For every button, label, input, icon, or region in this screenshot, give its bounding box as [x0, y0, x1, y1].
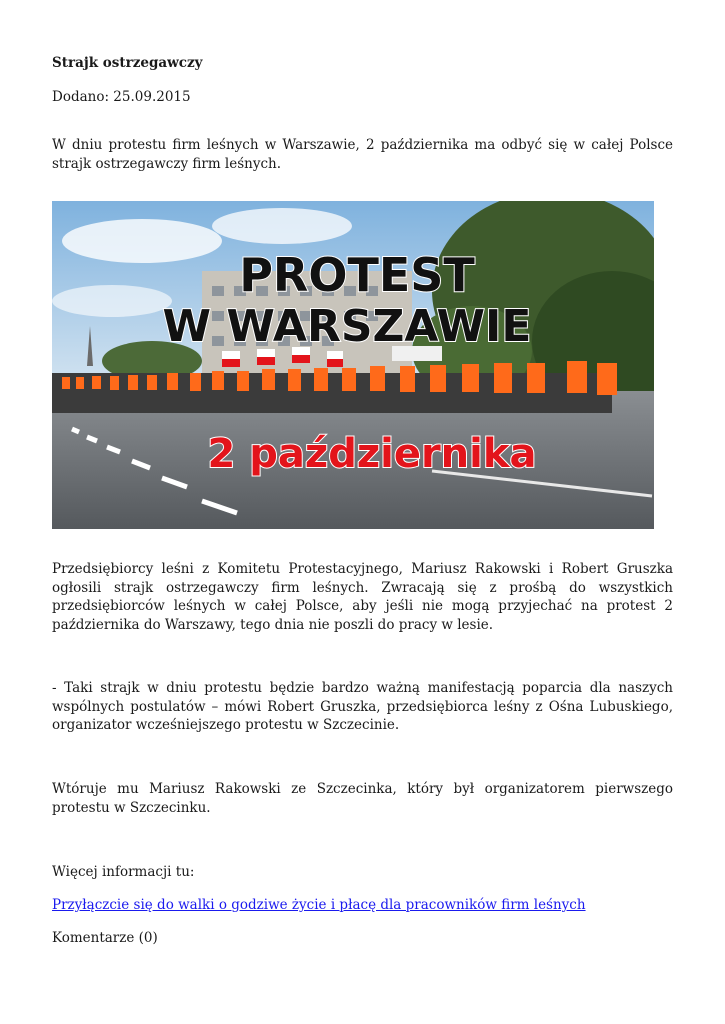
protest-photo	[52, 201, 654, 529]
article-date: Dodano: 25.09.2015	[52, 89, 191, 105]
comments-count[interactable]: Komentarze (0)	[52, 930, 158, 946]
article-intro: W dniu protestu firm leśnych w Warszawie, 2 października ma odbyć się w całej Polsce strajk ostrzegawczy firm leśnych.	[52, 137, 673, 172]
more-info-label: Więcej informacji tu:	[52, 864, 195, 880]
photo-headline-line2: W WARSZAWIE	[162, 301, 532, 352]
article-title: Strajk ostrzegawczy	[52, 55, 203, 71]
related-article-link[interactable]: Przyłączcie się do walki o godziwe życie i płacę dla pracowników firm leśnych	[52, 897, 586, 913]
article-paragraph-2: Przedsiębiorcy leśni z Komitetu Protestacyjnego, Mariusz Rakowski i Robert Gruszka ogłosili strajk ostrzegawczy firm leśnych. Zwracają się z prośbą do wszystkich przedsiębiorców leśnych w całej Polsce, aby jeśli nie mogą przyjechać na protest 2 października do Warszawy, tego dnia nie poszli do pracy w lesie.	[52, 561, 673, 633]
photo-date-caption: 2 października	[207, 431, 537, 477]
article-paragraph-4: Wtóruje mu Mariusz Rakowski ze Szczecinka, który był organizatorem pierwszego protestu w Szczecinku.	[52, 781, 673, 816]
article-paragraph-3: - Taki strajk w dniu protestu będzie bardzo ważną manifestacją poparcia dla naszych wspólnych postulatów – mówi Robert Gruszka, przedsiębiorca leśny z Ośna Lubuskiego, organizator wcześniejszego protestu w Szczecinie.	[52, 680, 673, 733]
photo-headline-line1: PROTEST	[239, 248, 475, 302]
